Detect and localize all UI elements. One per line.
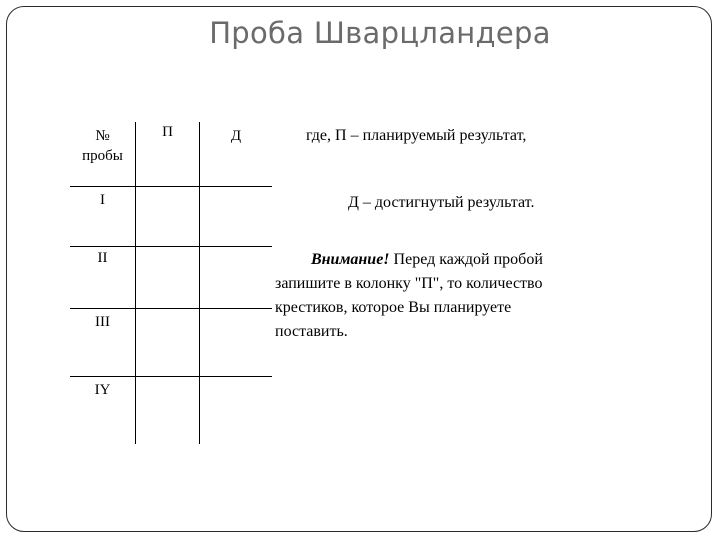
row-label-3: III <box>95 314 110 330</box>
attention-label: Внимание! <box>311 251 390 268</box>
instruction-line-4: поставить. <box>275 323 348 340</box>
instruction-line-2: запишите в колонку "П", то количество <box>275 275 543 292</box>
row-label-4: IY <box>94 382 111 398</box>
table-row-divider <box>70 186 272 187</box>
row-label-1: I <box>100 192 105 208</box>
instruction-line-1 <box>275 248 695 272</box>
row-label-2: II <box>97 250 108 266</box>
header-trial-number-line2: пробы <box>82 148 123 164</box>
instruction-line-3: крестиков, которое Вы планируете <box>275 299 512 316</box>
instruction-note <box>275 248 695 344</box>
legend-achieved: Д – достигнутый результат. <box>348 194 535 211</box>
table-column-divider <box>199 122 200 444</box>
table-column-divider <box>135 122 136 444</box>
header-trial-number-line1: № <box>95 128 110 144</box>
legend-planned: где, П – планируемый результат, <box>306 127 527 144</box>
table-row-divider <box>70 308 272 309</box>
page-title: Проба Шварцландера <box>209 16 551 50</box>
table-row-divider <box>70 246 272 247</box>
header-achieved: Д <box>230 128 242 144</box>
header-trial-number <box>70 126 135 166</box>
header-planned: П <box>162 124 173 140</box>
instruction-line-1-text: Перед каждой пробой <box>389 251 543 268</box>
table-row-divider <box>70 376 272 377</box>
